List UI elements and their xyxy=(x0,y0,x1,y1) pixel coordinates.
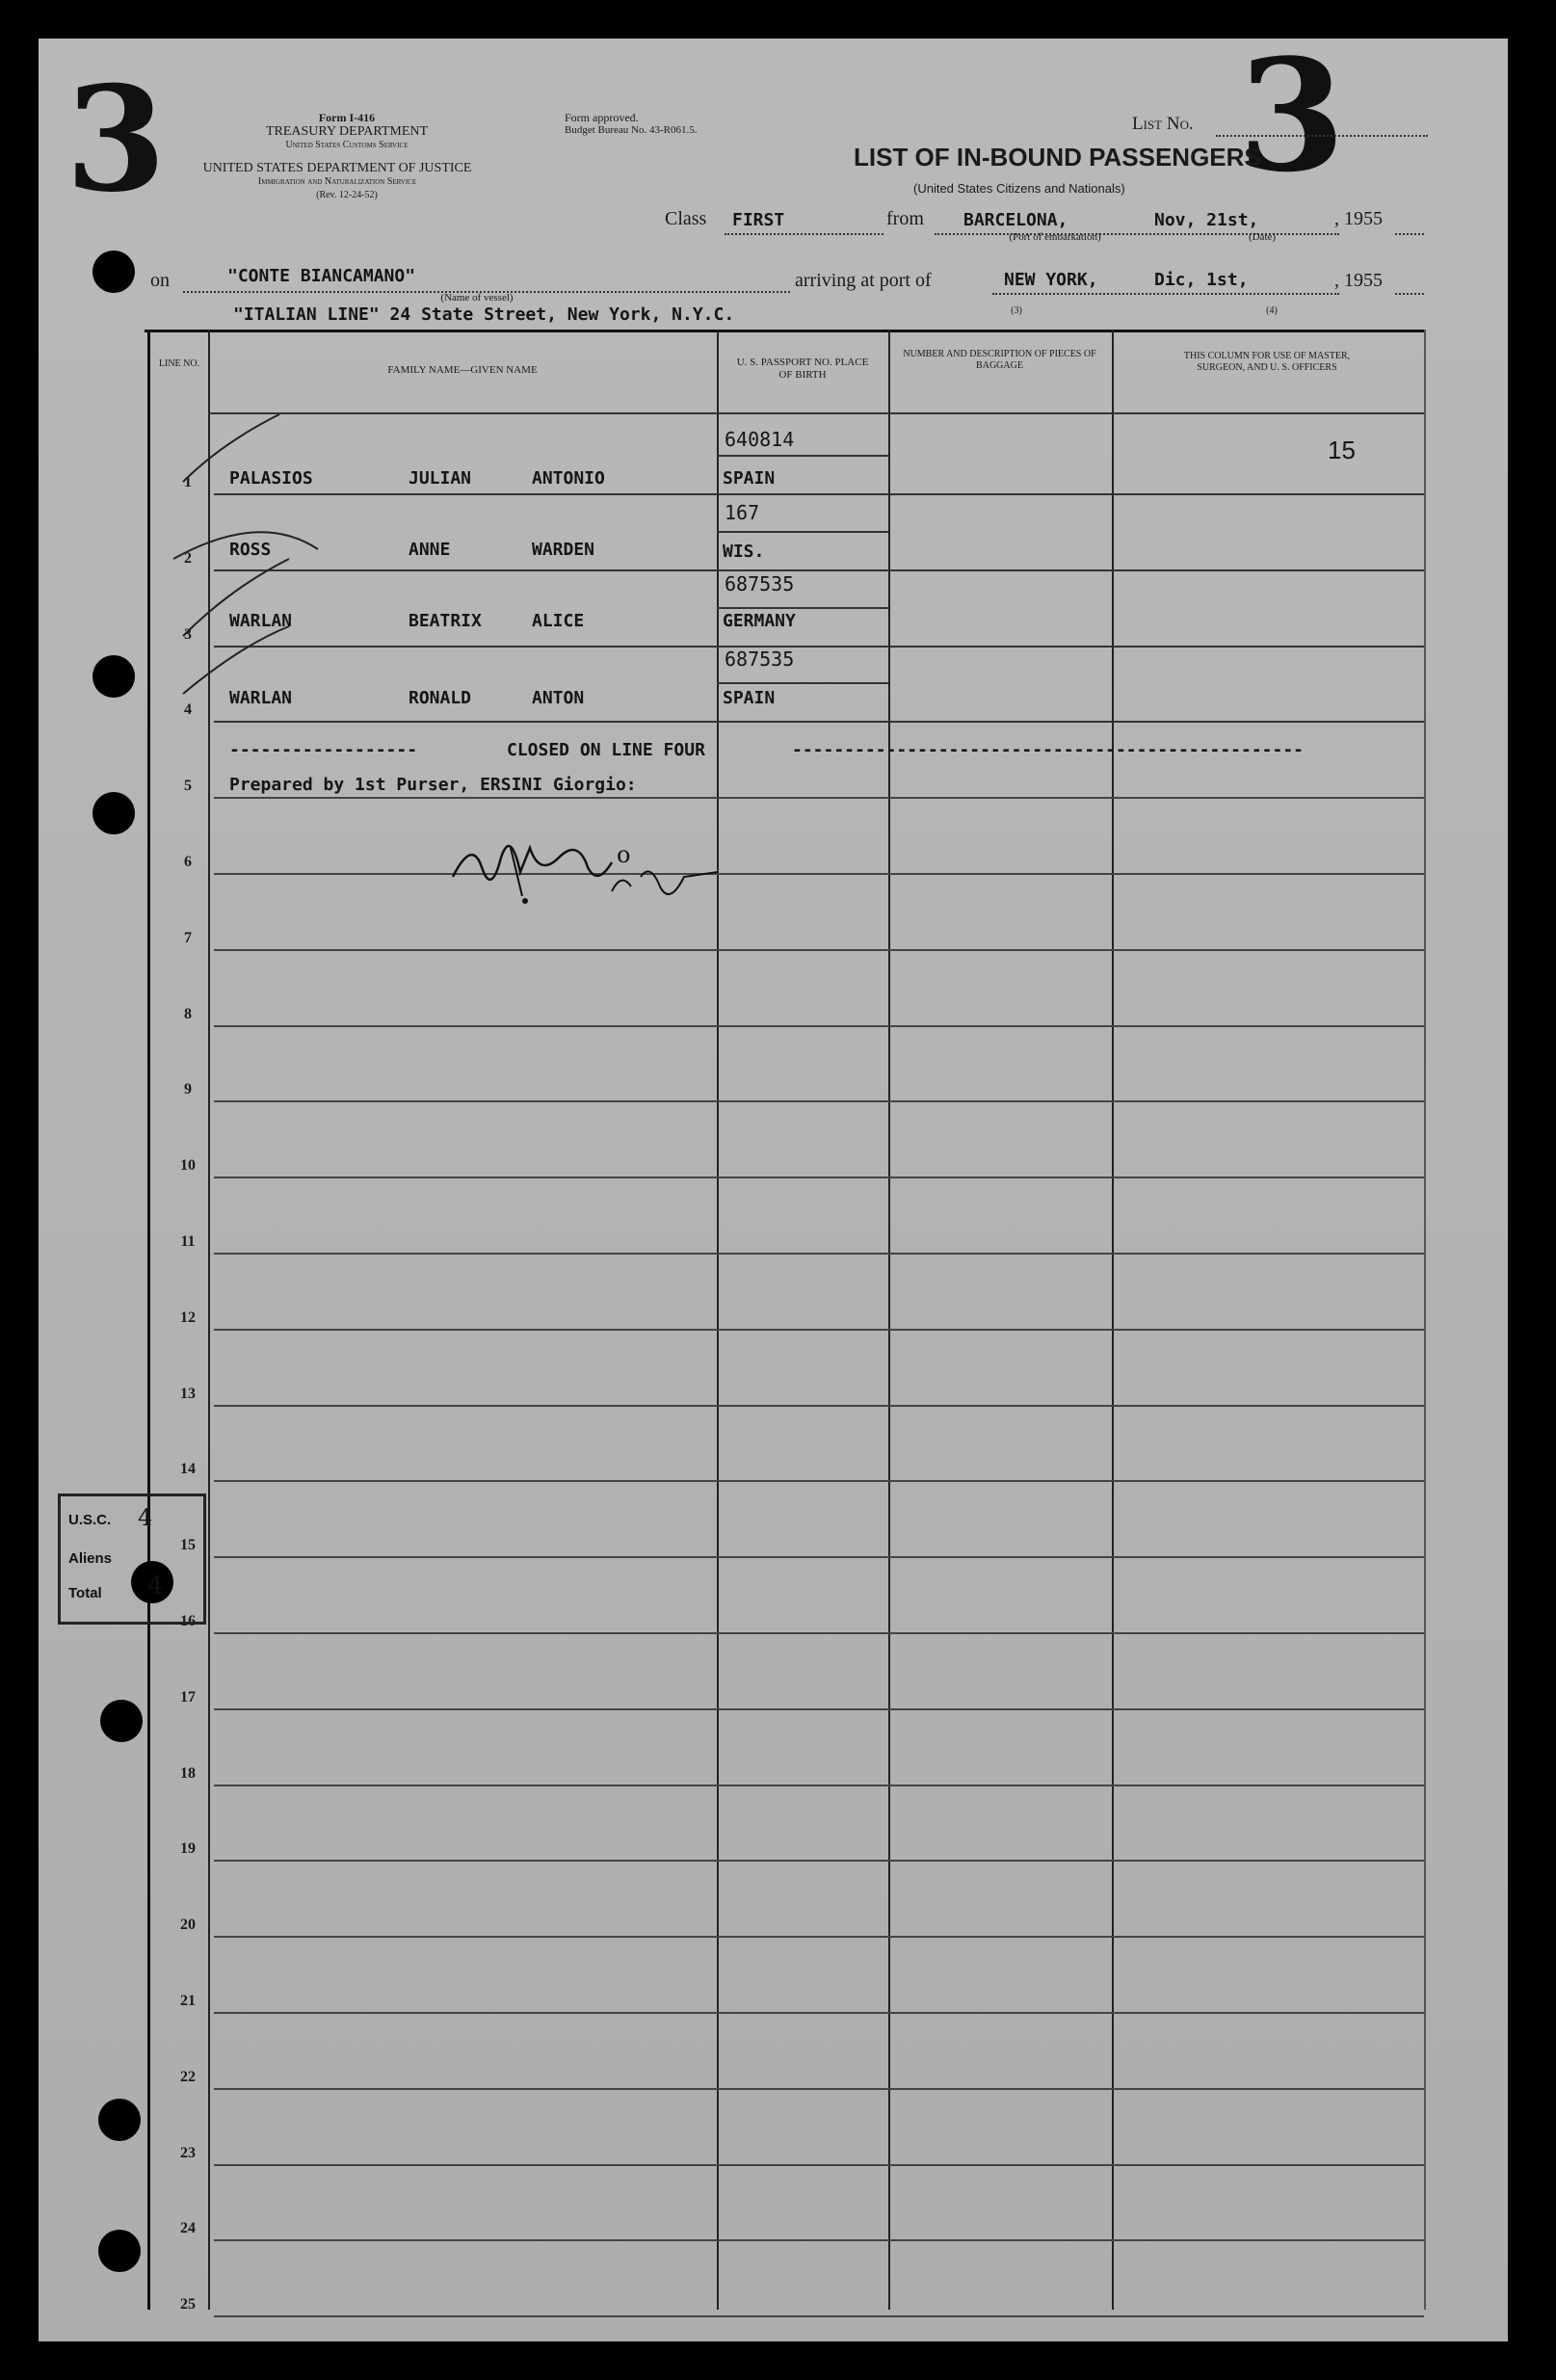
shipping-line-address: "ITALIAN LINE" 24 State Street, New York, N.Y.C. xyxy=(233,304,735,325)
treasury-dept: TREASURY DEPARTMENT xyxy=(265,124,429,139)
col-line-no: LINE NO. xyxy=(158,358,200,369)
vessel-name: "CONTE BIANCAMANO" xyxy=(227,266,416,286)
line-number: 16 xyxy=(180,1613,196,1629)
year-line-2 xyxy=(1395,293,1424,295)
col-name: FAMILY NAME—GIVEN NAME xyxy=(387,364,538,376)
passport-split-line xyxy=(717,682,888,684)
passenger-3-family: WARLAN xyxy=(229,611,293,631)
passenger-2-birthplace: WIS. xyxy=(723,542,765,562)
caption-3: (3) xyxy=(1011,305,1022,316)
form-number: Form I-416 xyxy=(318,111,376,124)
line-number: 10 xyxy=(180,1157,196,1174)
passport-split-line xyxy=(717,531,888,533)
stamp-usc-label: U.S.C. xyxy=(68,1512,112,1528)
binder-hole xyxy=(98,2099,141,2141)
passenger-1-family: PALASIOS xyxy=(229,468,313,489)
row-line xyxy=(214,2164,1424,2166)
class-value: FIRST xyxy=(732,210,785,230)
arrival-year: , 1955 xyxy=(1334,270,1383,291)
row-line xyxy=(214,1785,1424,1786)
svg-text:o: o xyxy=(617,841,631,868)
list-number-stamp-right: 3 xyxy=(1238,25,1346,206)
row-line xyxy=(214,1177,1424,1178)
line-number: 25 xyxy=(180,2296,196,2313)
closing-dashes-left: ------------------ xyxy=(229,740,418,760)
col-officers: THIS COLUMN FOR USE OF MASTER, SURGEON, AND U. S. OFFICERS xyxy=(1183,351,1351,373)
embarkation-port: BARCELONA, xyxy=(963,210,1068,230)
row-line xyxy=(214,1253,1424,1255)
line-number: 20 xyxy=(180,1917,196,1933)
row-line xyxy=(214,2012,1424,2014)
passenger-2-given: ANNE xyxy=(409,540,451,560)
page-title: LIST OF IN-BOUND PASSENGERS xyxy=(854,143,1261,172)
line-number: 24 xyxy=(180,2220,196,2236)
passenger-4-passport: 687535 xyxy=(725,648,795,671)
list-number-stamp-left: 3 xyxy=(66,55,167,225)
passport-split-line xyxy=(717,607,888,609)
col-baggage: NUMBER AND DESCRIPTION OF PIECES OF BAGGAGE xyxy=(903,349,1096,371)
stamp-total-label: Total xyxy=(68,1585,102,1601)
row-line xyxy=(214,1632,1424,1634)
form-revision: (Rev. 12-24-52) xyxy=(316,190,378,200)
line-number: 4 xyxy=(184,701,192,718)
arrival-line xyxy=(992,293,1339,295)
customs-service: United States Customs Service xyxy=(285,140,409,150)
row-line xyxy=(214,1860,1424,1862)
row-line xyxy=(214,646,1424,648)
passenger-2-family: ROSS xyxy=(229,540,272,560)
vessel-caption: (Name of vessel) xyxy=(440,292,514,304)
form-approved: Form approved. xyxy=(565,111,639,124)
closing-dashes-right: ------------------------------------------------- xyxy=(792,740,1305,760)
line-number: 6 xyxy=(184,854,192,870)
passenger-4-given-2: ANTON xyxy=(532,688,585,708)
arrival-date: Dic, 1st, xyxy=(1154,270,1249,290)
row-line xyxy=(214,1556,1424,1558)
caption-4: (4) xyxy=(1266,305,1278,316)
binder-hole xyxy=(92,792,135,834)
passenger-3-given-2: ALICE xyxy=(532,611,585,631)
check-marks xyxy=(145,405,337,723)
binder-hole xyxy=(92,655,135,698)
line-number: 22 xyxy=(180,2069,196,2085)
table-top-border xyxy=(145,330,1426,332)
row-line xyxy=(214,873,1424,875)
on-label: on xyxy=(150,270,170,291)
row-line xyxy=(214,1405,1424,1407)
row-line xyxy=(214,2315,1424,2317)
year-line-1 xyxy=(1395,233,1424,235)
officers-column-divider xyxy=(1424,330,1426,2310)
binder-hole xyxy=(100,1700,143,1742)
date-caption: (Date) xyxy=(1248,231,1277,243)
row-line xyxy=(214,949,1424,951)
immigration-service: Immigration and Naturalization Service xyxy=(257,176,417,187)
row-line xyxy=(214,1100,1424,1102)
row-line xyxy=(214,2239,1424,2241)
row-line xyxy=(214,1480,1424,1482)
class-label: Class xyxy=(665,208,707,229)
line-number: 9 xyxy=(184,1081,192,1097)
passenger-2-given-2: WARDEN xyxy=(532,540,595,560)
inspector-signature xyxy=(443,819,732,915)
line-number: 7 xyxy=(184,930,192,946)
justice-dept: UNITED STATES DEPARTMENT OF JUSTICE xyxy=(202,161,472,175)
class-line xyxy=(725,233,883,235)
col-passport: U. S. PASSPORT NO. PLACE OF BIRTH xyxy=(736,357,869,381)
stamp-usc-value: 4 xyxy=(138,1504,153,1531)
stamp-total-value: 4 xyxy=(147,1572,164,1600)
line-number: 5 xyxy=(184,778,192,794)
row-line xyxy=(214,721,1424,723)
line-number: 11 xyxy=(180,1233,196,1250)
line-number: 1 xyxy=(184,474,192,490)
closed-on-line-text: CLOSED ON LINE FOUR xyxy=(507,740,705,760)
stamp-aliens-label: Aliens xyxy=(68,1550,113,1567)
passport-split-line xyxy=(717,455,888,457)
passenger-2-passport: 167 xyxy=(725,501,760,524)
from-label: from xyxy=(886,208,924,229)
binder-hole xyxy=(98,2230,141,2272)
line-number: 13 xyxy=(180,1386,196,1402)
list-no-label: List No. xyxy=(1132,114,1194,134)
line-number: 15 xyxy=(180,1537,196,1553)
line-number: 8 xyxy=(184,1006,192,1022)
arriving-label: arriving at port of xyxy=(795,270,932,291)
passenger-1-given-2: ANTONIO xyxy=(532,468,605,489)
port-caption: (Port of embarkation) xyxy=(1009,231,1101,243)
budget-bureau: Budget Bureau No. 43-R061.5. xyxy=(565,124,698,136)
row-line xyxy=(214,1025,1424,1027)
line-number: 17 xyxy=(180,1689,196,1706)
prepared-by-note: Prepared by 1st Purser, ERSINI Giorgio: xyxy=(229,775,637,795)
passenger-3-birthplace: GERMANY xyxy=(723,611,796,631)
arrival-port: NEW YORK, xyxy=(1004,270,1098,290)
page-subtitle: (United States Citizens and Nationals) xyxy=(913,181,1125,196)
row-line xyxy=(214,2088,1424,2090)
line-number: 12 xyxy=(180,1309,196,1326)
passenger-4-given: RONALD xyxy=(409,688,472,708)
passenger-4-family: WARLAN xyxy=(229,688,293,708)
line-number: 21 xyxy=(180,1993,196,2009)
line-number: 18 xyxy=(180,1765,196,1782)
row-line xyxy=(214,1936,1424,1938)
row-line xyxy=(214,493,1424,495)
passenger-4-birthplace: SPAIN xyxy=(723,688,776,708)
row-line xyxy=(214,569,1424,571)
header-row-divider xyxy=(208,412,1424,414)
manifest-page xyxy=(39,25,1508,2341)
embarkation-date: Nov, 21st, xyxy=(1154,210,1259,230)
passenger-1-given: JULIAN xyxy=(409,468,472,489)
officer-note: 15 xyxy=(1328,436,1356,464)
line-number: 14 xyxy=(180,1461,196,1477)
binder-hole xyxy=(92,251,135,293)
row-line xyxy=(214,1329,1424,1331)
row-line xyxy=(214,1708,1424,1710)
passenger-1-birthplace: SPAIN xyxy=(723,468,776,489)
line-number: 2 xyxy=(184,550,192,567)
line-number: 23 xyxy=(180,2145,196,2161)
passenger-3-passport: 687535 xyxy=(725,572,795,595)
embarkation-year: , 1955 xyxy=(1334,208,1383,229)
passenger-1-passport: 640814 xyxy=(725,428,795,451)
row-line xyxy=(214,797,1424,799)
passenger-3-given: BEATRIX xyxy=(409,611,482,631)
line-number: 3 xyxy=(184,626,192,643)
line-number: 19 xyxy=(180,1840,196,1857)
tally-stamp xyxy=(58,1494,206,1625)
list-no-line xyxy=(1216,135,1428,137)
